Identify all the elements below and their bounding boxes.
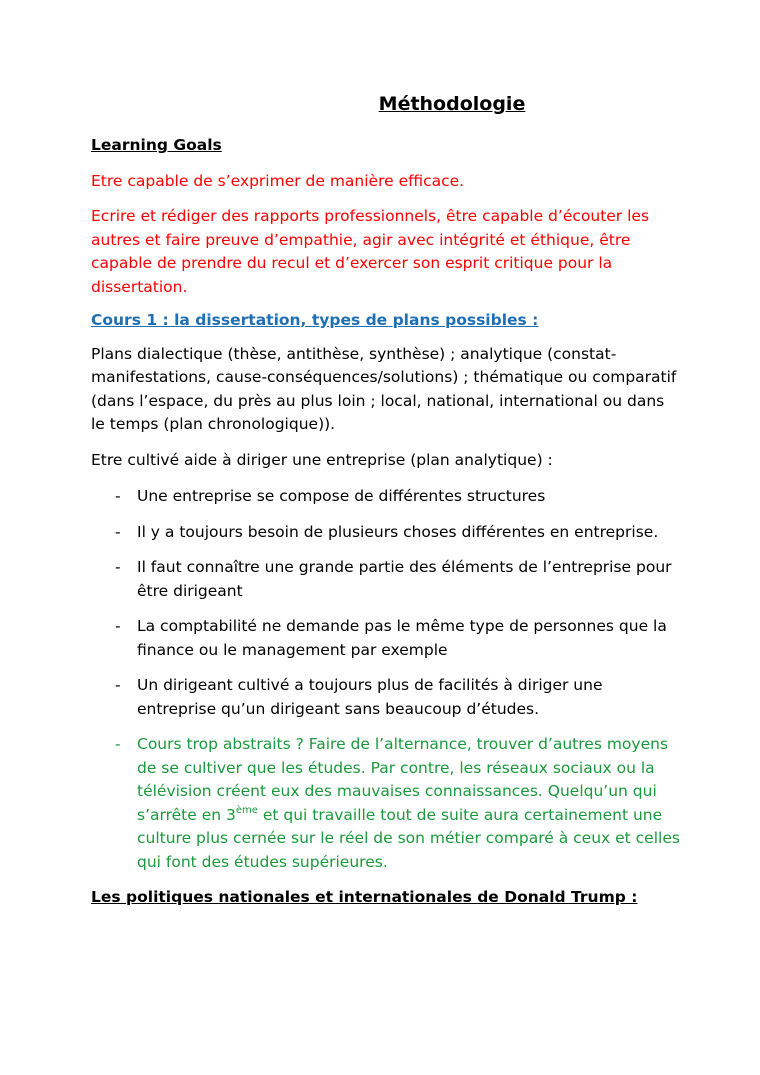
bullet-text: Un dirigeant cultivé a toujours plus de facilités à diriger une entreprise qu’un dirigeant sans beaucoup d’études.	[137, 676, 603, 718]
intro-paragraph: Etre cultivé aide à diriger une entreprise (plan analytique) :	[91, 450, 553, 469]
list-item	[91, 485, 681, 509]
trump-heading: Les politiques nationales et internationales de Donald Trump :	[91, 888, 638, 906]
bullet-dash: -	[115, 487, 121, 505]
bullet-text: Il y a toujours besoin de plusieurs choses différentes en entreprise.	[137, 522, 659, 541]
bullet-dash: -	[115, 522, 121, 541]
superscript-ordinal: ème	[235, 804, 258, 816]
bullet-text: Il faut connaître une grande partie des éléments de l’entreprise pour être dirigeant	[137, 558, 672, 600]
learning-goal-1: Etre capable de s’exprimer de manière efficace.	[91, 171, 465, 190]
bullet-text: La comptabilité ne demande pas le même type de personnes que la finance ou le management par exemple	[137, 617, 667, 659]
list-item	[91, 615, 681, 662]
list-item-green	[91, 733, 681, 874]
bullet-dash: -	[115, 617, 121, 635]
bullet-dash: -	[115, 735, 121, 753]
green-bullet-text	[137, 735, 680, 871]
plans-paragraph: Plans dialectique (thèse, antithèse, synthèse) ; analytique (constat-manifestations, cause-conséquences/solutions) ; thématique ou comparatif (dans l’espace, du près au plus loin ; local, national, international ou dans le temps (plan chronologique)).	[91, 344, 677, 433]
learning-goals-heading: Learning Goals	[91, 136, 222, 154]
cours-1-heading: Cours 1 : la dissertation, types de plans possibles :	[91, 311, 539, 329]
bullet-text: Une entreprise se compose de différentes structures	[137, 487, 546, 505]
page-title: Méthodologie	[378, 93, 526, 115]
learning-goal-2: Ecrire et rédiger des rapports professionnels, être capable d’écouter les autres et faire preuve d’empathie, agir avec intégrité et éthique, être capable de prendre du recul et d’exercer son esprit critique pour la dissertation.	[91, 207, 650, 296]
bullet-dash: -	[115, 676, 121, 694]
bullet-dash: -	[115, 558, 121, 576]
green-text-part-1: Cours trop abstraits ? Faire de l’alternance, trouver d’autres moyens de se cultiver que les études. Par contre, les réseaux sociaux ou la télévision créent eux des mauvaises connaissances. Quelqu’un qui s’arrête en 3	[137, 735, 669, 824]
document-body	[91, 134, 681, 910]
green-text-part-2: et qui travaille tout de suite aura certainement une culture plus cernée sur le réel de son métier comparé à ceux et celles qui font des études supérieures.	[137, 805, 680, 871]
list-item	[91, 674, 681, 721]
bullet-list	[91, 485, 681, 874]
list-item	[91, 556, 681, 603]
list-item	[91, 521, 681, 545]
